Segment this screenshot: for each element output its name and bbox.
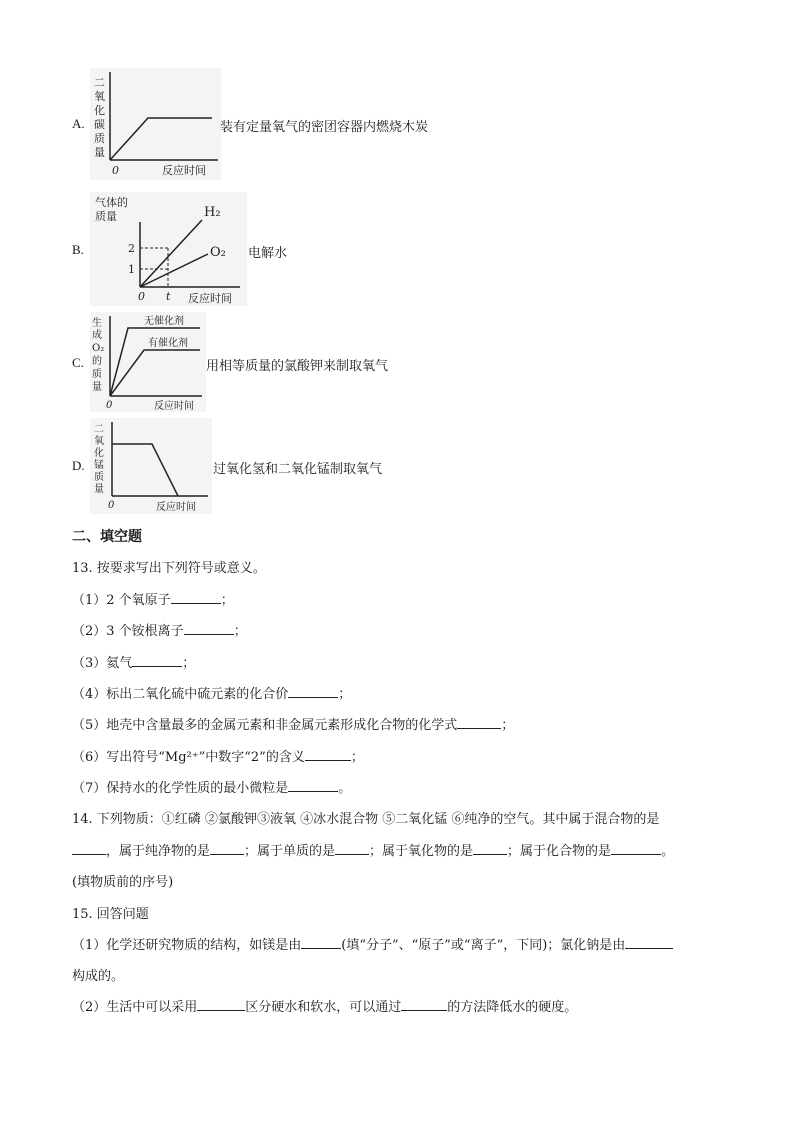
origin-label: 0 [106,400,113,411]
q15-part2: （2）生活中可以采用 区分硬水和软水，可以通过 的方法降低水的硬度。 [72,1000,578,1015]
xlabel: 反应时间 [154,401,194,412]
option-d-letter: D. [72,458,85,473]
q14-line-1: 14. 下列物质：①红磷 ②氯酸钾③液氧 ④冰水混合物 ⑤二氧化锰 ⑥纯净的空气。其中属于混合物的是 [72,812,660,827]
q15-part1-line-1: （1）化学还研究物质的结构，如镁是由 (填“分子”、“原子”或“离子”，下同)；氯化钠是由 [72,934,673,953]
section-title: 二、填空题 [72,529,142,545]
q14-line-3: (填物质前的序号) [72,875,174,890]
q13-item-2: （2）3 个铵根离子 ； [72,624,247,639]
answer-blank[interactable] [132,654,182,667]
ylabel-char-0: 二 [94,76,105,89]
q13-item-6: （6）写出符号“Mg²⁺”中数字“2”的含义 ； [72,750,364,765]
graph-c-svg [90,312,206,412]
ylabel-char-1: 氧 [94,436,104,447]
option-d-graph [90,418,212,514]
q13-item-7: （7）保持水的化学性质的最小微粒是 。 [72,781,352,796]
q13-stem: 13. 按要求写出下列符号或意义。 [72,561,266,576]
option-a-graph [90,68,221,180]
option-a-letter: A. [72,116,85,131]
xlabel: 反应时间 [188,292,232,305]
answer-blank[interactable] [401,998,447,1011]
q14-line-2: ，属于纯净物的是 ；属于单质的是 ；属于氧化物的是 ；属于化合物的是 。 [72,840,674,859]
answer-blank[interactable] [197,998,245,1011]
o2-line [140,254,208,287]
ylabel-char-2: 化 [94,448,104,459]
origin-label: 0 [138,290,145,303]
option-c-letter: C. [72,355,84,370]
q13-item-4: （4）标出二氧化硫中硫元素的化合价 ； [72,687,352,702]
origin-label: 0 [112,164,119,177]
answer-blank-element[interactable] [335,842,369,855]
ytick-2: 2 [128,242,135,255]
ylabel-char-1: 成 [92,330,102,341]
answer-blank[interactable] [184,622,234,635]
curve [112,444,178,496]
q15-stem: 15. 回答问题 [72,907,149,922]
ylabel-char-2: O₂ [92,343,105,354]
q15-part1-line-2: 构成的。 [72,969,125,984]
ylabel-char-5: 量 [94,146,105,159]
option-b-text: 电解水 [248,246,288,261]
h2-line [140,220,202,287]
graph-b-svg [90,192,247,306]
answer-blank[interactable] [625,936,673,949]
ylabel-char-3: 锰 [94,460,104,471]
ylabel-char-3: 碳 [94,118,105,131]
ylabel-char-3: 的 [92,356,102,367]
series-o2: O₂ [210,245,226,260]
option-b-letter: B. [72,242,84,257]
q13-item-5: （5）地壳中含量最多的金属元素和非金属元素形成化合物的化学式 ； [72,718,515,733]
answer-blank-pure[interactable] [210,842,244,855]
ylabel-char-4: 质 [92,369,102,380]
answer-blank-oxide[interactable] [473,842,507,855]
ylabel-char-1: 氧 [94,90,105,103]
ylabel-char-0: 二 [94,424,104,435]
option-c-graph [90,312,206,412]
graph-d-svg [90,418,212,514]
xlabel: 反应时间 [156,502,196,513]
answer-blank[interactable] [457,716,501,729]
graph-a-svg [90,68,221,180]
series-no-catalyst: 无催化剂 [144,316,184,327]
answer-blank[interactable] [288,779,338,792]
xlabel: 反应时间 [162,164,206,177]
q13-item-1: （1）2 个氧原子 ； [72,593,234,608]
answer-blank-mixture[interactable] [72,842,106,855]
origin-label: 0 [108,500,115,511]
option-b-graph [90,192,247,306]
option-a-text: 装有定量氧气的密团容器内燃烧木炭 [220,120,429,135]
ylabel-line-0: 气体的 [95,196,128,209]
ylabel-line-1: 质量 [95,210,117,223]
answer-blank-compound[interactable] [611,842,661,855]
answer-blank[interactable] [171,591,221,604]
ylabel-char-5: 量 [94,484,104,495]
curve-catalyst [110,350,200,396]
ylabel-char-2: 化 [94,104,105,117]
ylabel-char-0: 生 [92,318,102,329]
answer-blank[interactable] [288,685,338,698]
option-d-text: 过氧化氢和二氧化锰制取氧气 [213,462,383,477]
q13-item-3: （3）氦气 ； [72,656,196,671]
series-catalyst: 有催化剂 [148,338,188,349]
ylabel-char-5: 量 [92,382,102,393]
ylabel-char-4: 质 [94,472,104,483]
option-c-text: 用相等质量的氯酸钾来制取氧气 [206,359,389,374]
curve [110,118,212,160]
ylabel-char-4: 质 [94,132,105,145]
answer-blank[interactable] [305,748,351,761]
answer-blank[interactable] [301,936,341,949]
series-h2: H₂ [204,205,221,220]
ytick-1: 1 [128,263,135,276]
t-label: t [166,290,171,303]
